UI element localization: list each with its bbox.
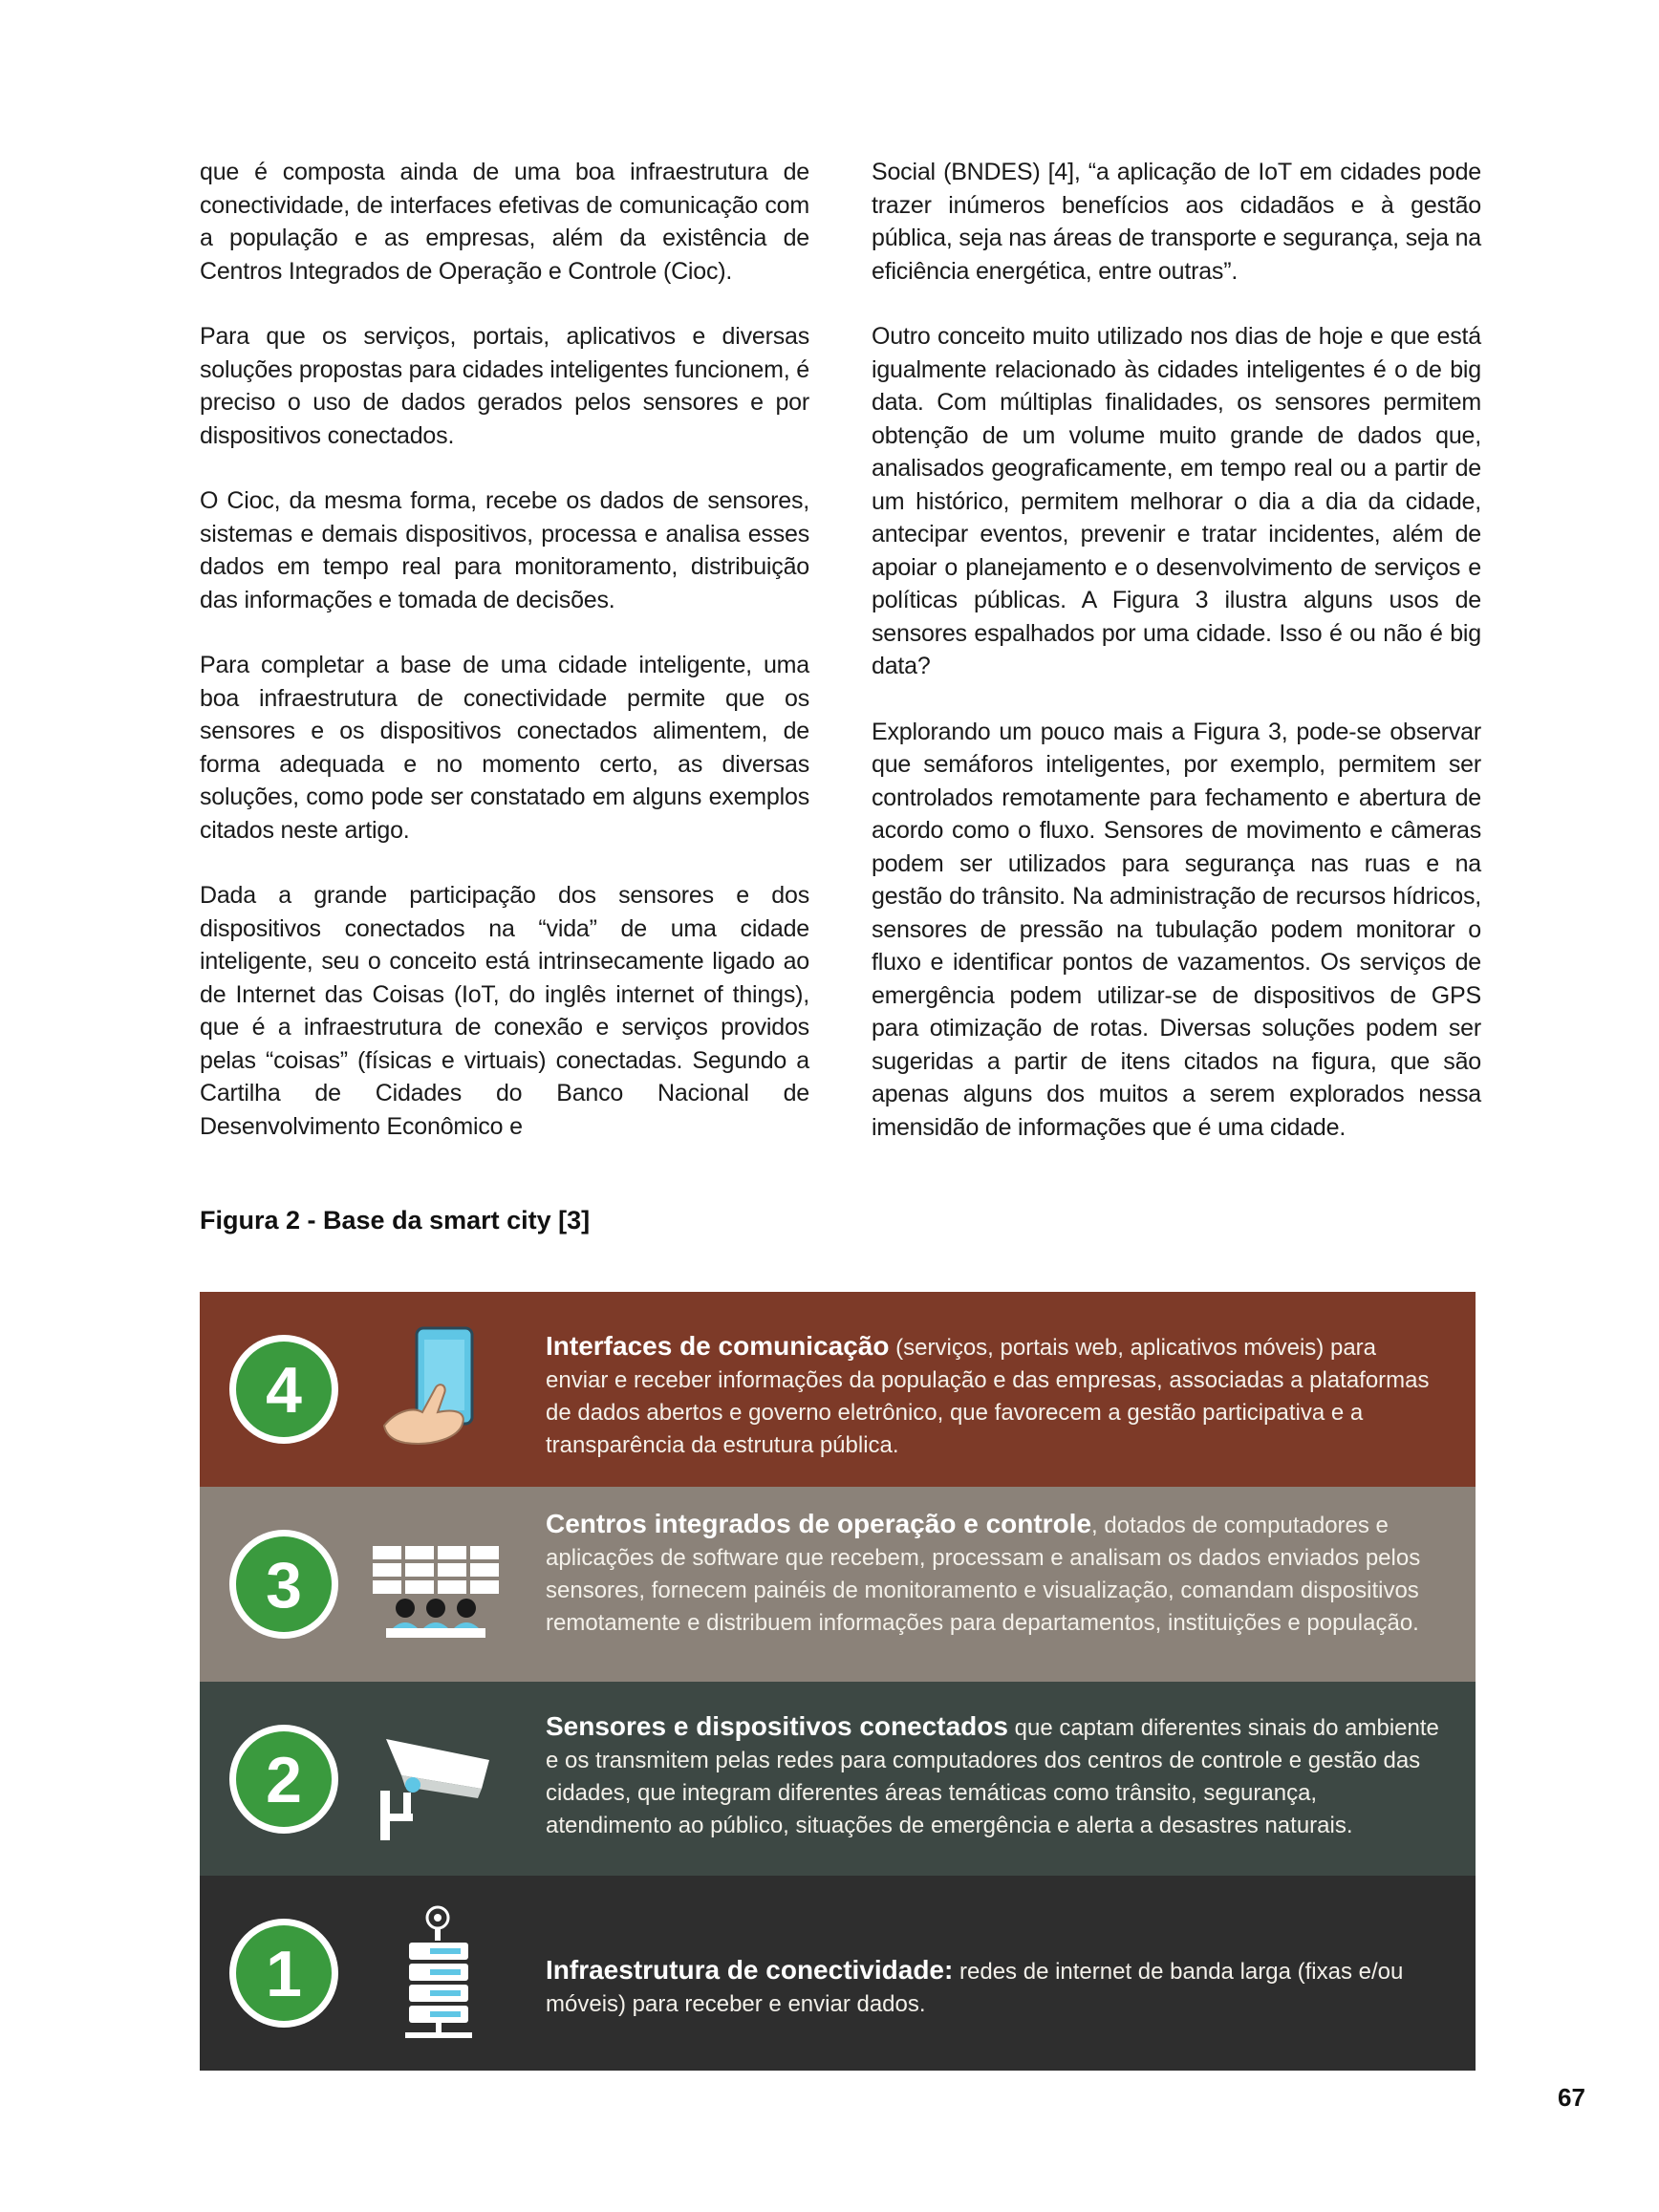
band-1-text	[546, 1954, 1444, 2021]
band-2-text	[546, 1710, 1444, 1842]
badge-number: 1	[266, 1938, 302, 2011]
page-number: 67	[1558, 2083, 1585, 2112]
security-camera-icon	[367, 1710, 510, 1849]
band-4-title: Interfaces de comunicação	[546, 1331, 890, 1361]
band-3-title: Centros integrados de operação e controle	[546, 1508, 1092, 1538]
badge-number: 2	[266, 1743, 302, 1816]
left-paragraph-2: Para que os serviços, portais, aplicativos e diversas soluções propostas para cidades inteligentes funcionem, é preciso o uso de dados gerados pelos sensores e por dispositivos conectados.	[200, 323, 809, 449]
band-4-text	[546, 1330, 1444, 1462]
number-1-badge-icon	[226, 1916, 341, 2030]
band-4	[200, 1292, 1476, 1487]
smart-city-base-figure	[200, 1292, 1476, 2071]
right-paragraph-3: Explorando um pouco mais a Figura 3, pode-se observar que semáforos inteligentes, por exemplo, permitem ser controlados remotamente para fechamento e abertura de acordo como o fluxo. Sensores de movimento e câmeras podem ser utilizados para segurança nas ruas e na gestão do trânsito. Na administração de recursos hídricos, sensores de pressão na tubulação podem monitorar o fluxo e identificar pontos de vazamentos. Os serviços de emergência podem utilizar-se de dispositivos de GPS para otimização de rotas. Diversas soluções podem ser sugeridas a partir de itens citados na figura, que são apenas alguns dos muitos a serem explorados nessa imensidão de informações que é uma cidade.	[872, 718, 1481, 1141]
left-paragraph-1: que é composta ainda de uma boa infraestrutura de conectividade, de interfaces efetivas de comunicação com a população e as empresas, além da existência de Centros Integrados de Operação e Controle (Cioc).	[200, 159, 809, 285]
smartphone-hand-icon	[367, 1321, 510, 1459]
band-3-text	[546, 1508, 1444, 1640]
number-4-badge-icon	[226, 1332, 341, 1447]
left-paragraph-3: O Cioc, da mesma forma, recebe os dados de sensores, sistemas e demais dispositivos, processa e analisa esses dados em tempo real para monitoramento, distribuição das informações e tomada de decisões.	[200, 487, 809, 613]
number-3-badge-icon	[226, 1527, 341, 1642]
band-1	[200, 1876, 1476, 2071]
band-2-title: Sensores e dispositivos conectados	[546, 1710, 1008, 1741]
band-2-description: que captam diferentes sinais do ambiente e os transmitem pelas redes para computadores dos centros de controle e gestão das cidades, que integram diferentes áreas temáticas como trânsito, segurança, atendimento ao público, situações de emergência e alerta a desastres naturais.	[546, 1714, 1439, 1838]
band-2	[200, 1682, 1476, 1877]
band-1-title: Infraestrutura de conectividade:	[546, 1955, 954, 1986]
band-3-description: , dotados de computadores e aplicações de software que recebem, processam e analisam os dados enviados pelos sensores, fornecem painéis de monitoramento e visualização, comandam dispositivos remotamente e distribuem informações para departamentos, instituições e população.	[546, 1512, 1421, 1636]
server-antenna-icon	[367, 1904, 510, 2043]
figure-caption: Figura 2 - Base da smart city [3]	[200, 1206, 591, 1235]
left-paragraph-4: Para completar a base de uma cidade inteligente, uma boa infraestrutura de conectividade permite que os sensores e os dispositivos conectados alimentem, de forma adequada e no momento certo, as diversas soluções, como pode ser constatado em alguns exemplos citados neste artigo.	[200, 652, 809, 844]
band-4-description: (serviços, portais web, aplicativos móveis) para enviar e receber informações da população e das empresas, associadas a plataformas de dados abertos e governo eletrônico, que favorecem a gestão participativa e a transparência da estrutura pública.	[546, 1335, 1430, 1458]
band-3	[200, 1487, 1476, 1682]
control-center-icon	[367, 1515, 510, 1654]
right-text-column	[872, 156, 1481, 1176]
left-paragraph-5: Dada a grande participação dos sensores e dos dispositivos conectados na “vida” de uma cidade inteligente, seu o conceito está intrinsecamente ligado ao de Internet das Coisas (IoT, do inglês internet of things), que é a infraestrutura de conexão e serviços providos pelas “coisas” (físicas e virtuais) conectadas. Segundo a Cartilha de Cidades do Banco Nacional de Desenvolvimento Econômico e	[200, 882, 809, 1140]
left-text-column	[200, 156, 809, 1175]
badge-number: 4	[266, 1354, 302, 1427]
right-paragraph-2: Outro conceito muito utilizado nos dias de hoje e que está igualmente relacionado às cidades inteligentes é o de big data. Com múltiplas finalidades, os sensores permitem obtenção de um volume muito grande de dados que, analisados geograficamente, em tempo real ou a partir de um histórico, permitem melhorar o dia a dia da cidade, antecipar eventos, prevenir e tratar incidentes, além de apoiar o planejamento e o desenvolvimento de serviços e políticas públicas. A Figura 3 ilustra alguns usos de sensores espalhados por uma cidade. Isso é ou não é big data?	[872, 323, 1481, 679]
number-2-badge-icon	[226, 1722, 341, 1836]
badge-number: 3	[266, 1548, 302, 1621]
band-1-description: redes de internet de banda larga (fixas e/ou móveis) para receber e enviar dados.	[546, 1959, 1404, 2018]
right-paragraph-1: Social (BNDES) [4], “a aplicação de IoT em cidades pode trazer inúmeros benefícios aos cidadãos e à gestão pública, seja nas áreas de transporte e segurança, seja na eficiência energética, entre outras”.	[872, 159, 1481, 285]
